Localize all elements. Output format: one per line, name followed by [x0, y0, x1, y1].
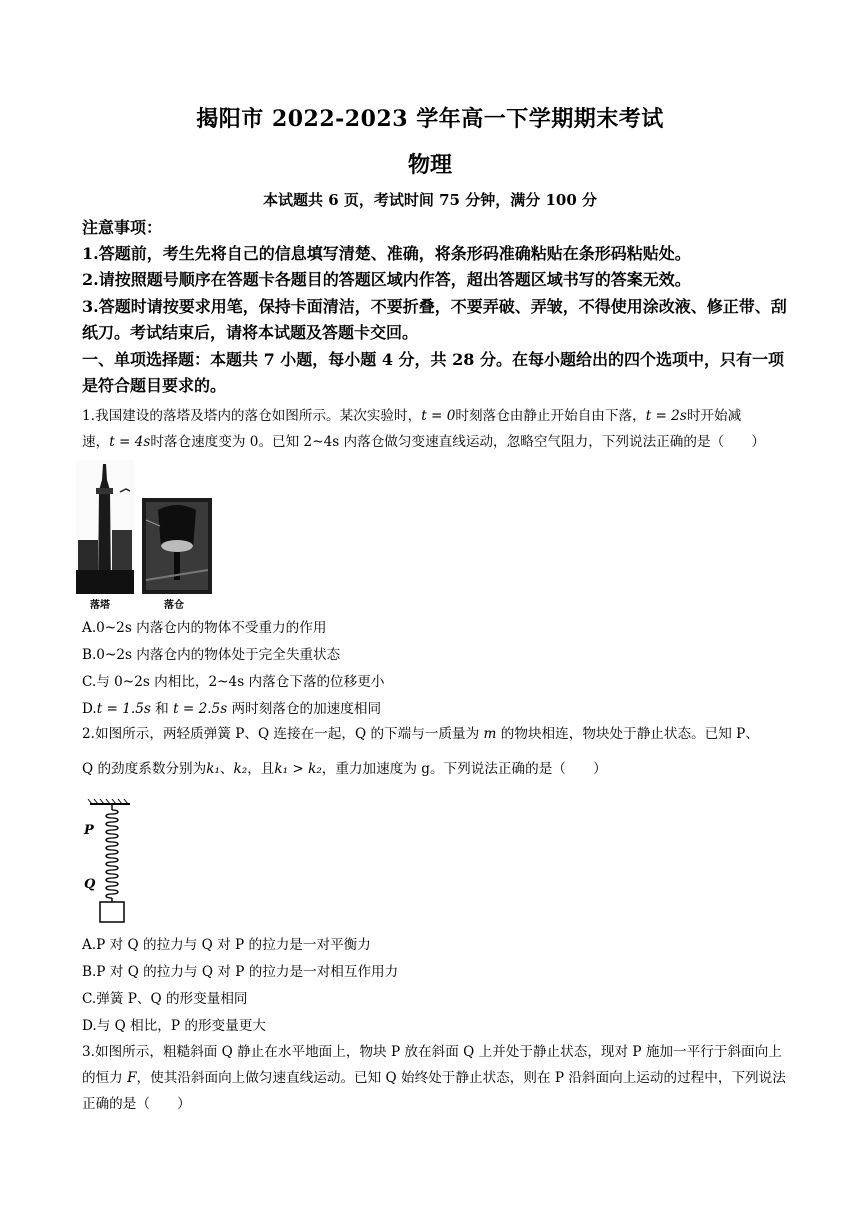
q1-d-t2: t = 2.5s [173, 701, 228, 717]
q1-option-d[interactable]: D.t = 1.5s 和 t = 2.5s 两时刻落仓的加速度相同 [82, 701, 382, 717]
notice-item-2: 2.请按照题号顺序在答题卡各题目的答题区域内作答，超出答题区域书写的答案无效。 [82, 270, 691, 289]
q2-option-d[interactable]: D.与 Q 相比，P 的形变量更大 [82, 1018, 266, 1034]
q2-mass: m [483, 726, 497, 742]
exam-subject: 物理 [407, 152, 452, 178]
q3-stem: 3.如图所示，粗糙斜面 Q 静止在水平地面上，物块 P 放在斜面 Q 上并处于静止状态，现对 P 施加一平行于斜面向上的恒力 F，使其沿斜面向上做匀速直线运动。已知 Q 始终处于静止状态，则在 P 沿斜面向上运动的过程中，下列说法正确的是（ ） [82, 1044, 786, 1112]
notice-item-1: 1.答题前，考生先将自己的信息填写清楚、准确，将条形码准确粘贴在条形码粘贴处。 [82, 244, 691, 263]
exam-info: 本试题共 6 页，考试时间 75 分钟，满分 100 分 [263, 191, 597, 209]
q2-k2: k₂ [233, 761, 248, 777]
q2-stem-line1: 2.如图所示，两轻质弹簧 P、Q 连接在一起，Q 的下端与一质量为 m 的物块相连，物块处于静止状态。已知 P、 [82, 726, 759, 742]
drop-tower-photo [76, 460, 216, 612]
q2-stem-line2: Q 的劲度系数分别为k₁、k₂，且k₁ > k₂，重力加速度为 g。下列说法正确的是（ ） [82, 761, 607, 777]
q1-figure [76, 460, 216, 612]
notice-item-3: 3.答题时请按要求用笔，保持卡面清洁，不要折叠，不要弄破、弄皱，不得使用涂改液、修正带、刮纸刀。考试结束后，请将本试题及答题卡交回。 [82, 297, 787, 342]
q1-option-b[interactable]: B.0~2s 内落仓内的物体处于完全失重状态 [82, 647, 341, 663]
q2-spring-figure [80, 798, 136, 924]
q1-t4: t = 4s [109, 434, 151, 450]
notice-heading: 注意事项： [82, 218, 163, 237]
exam-title: 揭阳市 2022-2023 学年高一下学期期末考试 [196, 106, 664, 132]
q1-t2: t = 2s [645, 408, 687, 424]
q1-option-c[interactable]: C.与 0~2s 内相比，2~4s 内落仓下落的位移更小 [82, 674, 385, 690]
q3-force: F [127, 1070, 137, 1086]
q1-fig-label-capsule: 落仓 [164, 600, 184, 611]
q1-d-t1: t = 1.5s [96, 701, 151, 717]
q2-k1: k₁ [206, 761, 220, 777]
q2-option-c[interactable]: C.弹簧 P、Q 的形变量相同 [82, 991, 248, 1007]
q1-stem-line1: 1.我国建设的落塔及塔内的落仓如图所示。某次实验时，t = 0时刻落仓由静止开始自由下落，t = 2s时开始减 [82, 408, 742, 424]
q2-label-q: Q [84, 877, 96, 892]
q1-option-a[interactable]: A.0~2s 内落仓内的物体不受重力的作用 [82, 620, 327, 636]
q2-option-b[interactable]: B.P 对 Q 的拉力与 Q 对 P 的拉力是一对相互作用力 [82, 964, 399, 980]
q2-relation: k₁ > k₂ [274, 761, 322, 777]
q1-stem-line2: 速，t = 4s时落仓速度变为 0。已知 2~4s 内落仓做匀变速直线运动，忽略空气阻力，下列说法正确的是（ ） [82, 434, 765, 450]
q1-t0: t = 0 [421, 408, 456, 424]
q2-label-p: P [84, 823, 94, 838]
q1-fig-label-tower: 落塔 [90, 600, 110, 611]
spring-diagram [80, 798, 136, 924]
q2-option-a[interactable]: A.P 对 Q 的拉力与 Q 对 P 的拉力是一对平衡力 [82, 937, 371, 953]
section1-heading: 一、单项选择题：本题共 7 小题，每小题 4 分，共 28 分。在每小题给出的四个选项中，只有一项是符合题目要求的。 [82, 350, 784, 395]
